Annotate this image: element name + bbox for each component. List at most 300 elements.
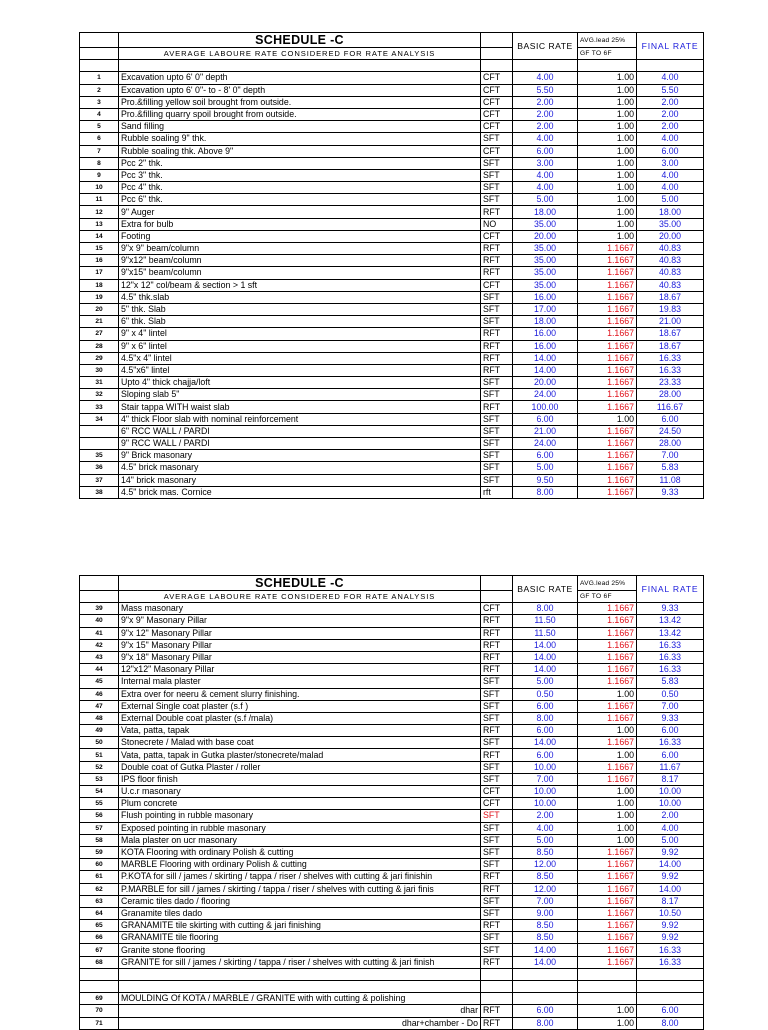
unit: CFT	[481, 145, 513, 157]
table-row	[80, 96, 704, 108]
table-row	[80, 377, 704, 389]
table-row	[80, 1017, 704, 1029]
item-number: 4	[80, 108, 119, 120]
unit: SFT	[481, 712, 513, 724]
unit: SFT	[481, 182, 513, 194]
item-description: 9"x 12" Masonary Pillar	[119, 627, 481, 639]
item-number: 34	[80, 413, 119, 425]
unit: SFT	[481, 834, 513, 846]
final-rate: 4.00	[637, 169, 704, 181]
item-description: 4.5" brick masonary	[119, 462, 481, 474]
item-description: 9"x 9" Masonary Pillar	[119, 615, 481, 627]
basic-rate: 5.50	[513, 84, 578, 96]
lead-factor: 1.1667	[578, 303, 637, 315]
item-description: 4.5"x6" lintel	[119, 364, 481, 376]
table-row	[80, 340, 704, 352]
table-row	[80, 798, 704, 810]
final-rate: 16.33	[637, 664, 704, 676]
basic-rate: 5.00	[513, 676, 578, 688]
unit: RFT	[481, 328, 513, 340]
lead-factor: 1.1667	[578, 377, 637, 389]
table-row	[80, 291, 704, 303]
item-description: 9" x 4" lintel	[119, 328, 481, 340]
item-description: P.MARBLE for sill / james / skirting / tappa / riser / shelves with cutting & jari finis	[119, 883, 481, 895]
basic-rate: 35.00	[513, 218, 578, 230]
basic-rate: 8.50	[513, 920, 578, 932]
table-row	[80, 230, 704, 242]
unit: SFT	[481, 846, 513, 858]
item-number: 53	[80, 773, 119, 785]
table-row	[80, 182, 704, 194]
final-rate: 16.33	[637, 352, 704, 364]
item-description: Footing	[119, 230, 481, 242]
item-description: 9" Brick masonary	[119, 450, 481, 462]
item-number: 58	[80, 834, 119, 846]
unit: CFT	[481, 108, 513, 120]
unit: RFT	[481, 725, 513, 737]
basic-rate: 12.00	[513, 883, 578, 895]
lead-factor: 1.00	[578, 786, 637, 798]
final-rate: 11.08	[637, 474, 704, 486]
basic-rate: 18.00	[513, 316, 578, 328]
unit: RFT	[481, 352, 513, 364]
table-row	[80, 615, 704, 627]
title-row	[80, 576, 704, 591]
table-row	[80, 389, 704, 401]
basic-rate: 6.00	[513, 413, 578, 425]
basic-rate: 6.00	[513, 700, 578, 712]
table-row	[80, 145, 704, 157]
table-row	[80, 108, 704, 120]
item-description: 6" thk. Slab	[119, 316, 481, 328]
final-rate: 6.00	[637, 725, 704, 737]
item-description: Granite stone flooring	[119, 944, 481, 956]
lead-factor: 1.00	[578, 810, 637, 822]
basic-rate: 8.00	[513, 486, 578, 498]
lead-factor: 1.00	[578, 798, 637, 810]
item-description: Double coat of Gutka Plaster / roller	[119, 761, 481, 773]
unit: CFT	[481, 798, 513, 810]
table-row	[80, 859, 704, 871]
table-row	[80, 603, 704, 615]
table-row	[80, 316, 704, 328]
table-row	[80, 651, 704, 663]
unit: SFT	[481, 474, 513, 486]
basic-rate: 20.00	[513, 230, 578, 242]
lead-factor: 1.1667	[578, 737, 637, 749]
item-description: Pcc 2" thk.	[119, 157, 481, 169]
item-description: Mala plaster on ucr masonary	[119, 834, 481, 846]
table-row	[80, 279, 704, 291]
final-rate: 6.00	[637, 413, 704, 425]
lead-factor: 1.1667	[578, 932, 637, 944]
item-description: dhar	[119, 1005, 481, 1017]
lead-factor: 1.1667	[578, 615, 637, 627]
unit: SFT	[481, 761, 513, 773]
final-rate: 40.83	[637, 267, 704, 279]
unit: SFT	[481, 688, 513, 700]
table-row	[80, 834, 704, 846]
item-description: Rubble soaling thk. Above 9"	[119, 145, 481, 157]
item-description: Stonecrete / Malad with base coat	[119, 737, 481, 749]
basic-rate: 14.00	[513, 364, 578, 376]
basic-rate: 14.00	[513, 664, 578, 676]
item-number: 38	[80, 486, 119, 498]
basic-rate: 12.00	[513, 859, 578, 871]
final-rate: 10.00	[637, 786, 704, 798]
unit: CFT	[481, 786, 513, 798]
item-number: 49	[80, 725, 119, 737]
basic-rate: 6.00	[513, 145, 578, 157]
item-number: 32	[80, 389, 119, 401]
lead-factor: 1.00	[578, 1017, 637, 1029]
table-row	[80, 364, 704, 376]
basic-rate: 8.00	[513, 1017, 578, 1029]
table-row	[80, 413, 704, 425]
basic-rate: 17.00	[513, 303, 578, 315]
unit: RFT	[481, 255, 513, 267]
table-row	[80, 328, 704, 340]
rate-table-2	[79, 575, 704, 1030]
basic-rate: 7.00	[513, 773, 578, 785]
basic-rate-header: BASIC RATE	[513, 576, 578, 603]
lead-factor: 1.00	[578, 133, 637, 145]
lead-factor: 1.00	[578, 822, 637, 834]
basic-rate: 16.00	[513, 291, 578, 303]
unit: SFT	[481, 133, 513, 145]
table-row	[80, 255, 704, 267]
unit: RFT	[481, 639, 513, 651]
item-number: 46	[80, 688, 119, 700]
final-rate: 40.83	[637, 243, 704, 255]
subtitle-row	[80, 591, 704, 603]
unit: SFT	[481, 737, 513, 749]
unit: RFT	[481, 401, 513, 413]
item-number: 71	[80, 1017, 119, 1029]
final-rate: 5.83	[637, 462, 704, 474]
final-rate: 35.00	[637, 218, 704, 230]
item-number: 29	[80, 352, 119, 364]
item-description: 4" thick Floor slab with nominal reinforcement	[119, 413, 481, 425]
basic-rate: 14.00	[513, 352, 578, 364]
final-rate: 6.00	[637, 145, 704, 157]
unit: SFT	[481, 425, 513, 437]
item-description: 12"x12" Masonary Pillar	[119, 664, 481, 676]
final-rate: 16.33	[637, 639, 704, 651]
unit: RFT	[481, 206, 513, 218]
unit: RFT	[481, 883, 513, 895]
final-rate: 18.67	[637, 291, 704, 303]
final-rate: 2.00	[637, 121, 704, 133]
unit: RFT	[481, 267, 513, 279]
final-rate: 18.00	[637, 206, 704, 218]
basic-rate: 24.00	[513, 438, 578, 450]
final-rate: 14.00	[637, 883, 704, 895]
lead-factor: 1.1667	[578, 316, 637, 328]
lead-factor: 1.1667	[578, 895, 637, 907]
item-number: 50	[80, 737, 119, 749]
unit: SFT	[481, 700, 513, 712]
final-rate: 5.50	[637, 84, 704, 96]
basic-rate: 35.00	[513, 279, 578, 291]
lead-factor: 1.00	[578, 749, 637, 761]
item-number: 16	[80, 255, 119, 267]
item-number: 2	[80, 84, 119, 96]
unit: RFT	[481, 664, 513, 676]
final-rate: 9.92	[637, 871, 704, 883]
item-description: 5" thk. Slab	[119, 303, 481, 315]
table-row	[80, 72, 704, 84]
unit: SFT	[481, 291, 513, 303]
item-number: 21	[80, 316, 119, 328]
lead-factor: 1.00	[578, 1005, 637, 1017]
unit: RFT	[481, 920, 513, 932]
unit: RFT	[481, 340, 513, 352]
final-rate: 4.00	[637, 182, 704, 194]
table-row	[80, 749, 704, 761]
floor-range-header: GF TO 6F	[578, 48, 637, 60]
item-number: 41	[80, 627, 119, 639]
basic-rate: 35.00	[513, 243, 578, 255]
item-number: 56	[80, 810, 119, 822]
final-rate: 2.00	[637, 810, 704, 822]
item-description: Sand filling	[119, 121, 481, 133]
item-description: Sloping slab 5"	[119, 389, 481, 401]
item-description: 9"x 9" beam/column	[119, 243, 481, 255]
unit: SFT	[481, 389, 513, 401]
basic-rate: 11.50	[513, 627, 578, 639]
item-number: 57	[80, 822, 119, 834]
unit: SFT	[481, 194, 513, 206]
final-rate: 21.00	[637, 316, 704, 328]
schedule-title: SCHEDULE -C	[119, 33, 481, 48]
item-number: 3	[80, 96, 119, 108]
basic-rate: 18.00	[513, 206, 578, 218]
item-number: 40	[80, 615, 119, 627]
unit: NO	[481, 218, 513, 230]
unit: CFT	[481, 230, 513, 242]
final-rate: 3.00	[637, 157, 704, 169]
lead-factor: 1.00	[578, 194, 637, 206]
final-rate: 4.00	[637, 133, 704, 145]
unit: CFT	[481, 72, 513, 84]
item-number: 20	[80, 303, 119, 315]
final-rate: 8.17	[637, 773, 704, 785]
item-number: 18	[80, 279, 119, 291]
table-row	[80, 712, 704, 724]
lead-factor: 1.1667	[578, 907, 637, 919]
lead-factor: 1.1667	[578, 664, 637, 676]
item-description: Vata, patta, tapak in Gutka plaster/stonecrete/malad	[119, 749, 481, 761]
item-number: 62	[80, 883, 119, 895]
schedule-sheet-1	[79, 32, 703, 499]
item-description: 9" x 6" lintel	[119, 340, 481, 352]
item-number: 48	[80, 712, 119, 724]
lead-factor: 1.1667	[578, 871, 637, 883]
final-rate: 10.00	[637, 798, 704, 810]
item-description: Upto 4" thick chajja/loft	[119, 377, 481, 389]
unit: SFT	[481, 907, 513, 919]
lead-factor: 1.1667	[578, 773, 637, 785]
table-row	[80, 1005, 704, 1017]
item-description: 6" RCC WALL / PARDI	[119, 425, 481, 437]
item-number: 7	[80, 145, 119, 157]
table-row	[80, 822, 704, 834]
title-row	[80, 33, 704, 48]
basic-rate: 14.00	[513, 737, 578, 749]
basic-rate: 4.00	[513, 182, 578, 194]
basic-rate: 4.00	[513, 169, 578, 181]
item-number: 15	[80, 243, 119, 255]
item-number: 43	[80, 651, 119, 663]
unit: SFT	[481, 169, 513, 181]
lead-factor: 1.1667	[578, 328, 637, 340]
unit: SFT	[481, 676, 513, 688]
lead-factor: 1.00	[578, 218, 637, 230]
table-row	[80, 907, 704, 919]
final-rate: 5.83	[637, 676, 704, 688]
item-description: Extra for bulb	[119, 218, 481, 230]
final-rate: 9.92	[637, 920, 704, 932]
lead-factor: 1.1667	[578, 462, 637, 474]
final-rate: 8.17	[637, 895, 704, 907]
final-rate: 13.42	[637, 615, 704, 627]
basic-rate: 35.00	[513, 255, 578, 267]
item-number: 17	[80, 267, 119, 279]
unit: SFT	[481, 773, 513, 785]
table-row	[80, 639, 704, 651]
item-description: 9"x 15" Masonary Pillar	[119, 639, 481, 651]
unit: RFT	[481, 364, 513, 376]
unit: SFT	[481, 944, 513, 956]
table-row	[80, 883, 704, 895]
spacer-row	[80, 968, 704, 980]
unit: CFT	[481, 603, 513, 615]
table-row	[80, 84, 704, 96]
item-number: 51	[80, 749, 119, 761]
unit: rft	[481, 486, 513, 498]
basic-rate: 9.00	[513, 907, 578, 919]
final-rate: 19.83	[637, 303, 704, 315]
final-rate: 28.00	[637, 438, 704, 450]
unit: SFT	[481, 303, 513, 315]
item-number: 61	[80, 871, 119, 883]
final-rate: 9.33	[637, 712, 704, 724]
item-number: 66	[80, 932, 119, 944]
unit: SFT	[481, 895, 513, 907]
basic-rate: 8.50	[513, 871, 578, 883]
lead-factor: 1.00	[578, 230, 637, 242]
final-rate-header: FINAL RATE	[637, 33, 704, 60]
item-description: Mass masonary	[119, 603, 481, 615]
lead-factor: 1.1667	[578, 425, 637, 437]
item-description: IPS floor finish	[119, 773, 481, 785]
item-description: 9"x 18" Masonary Pillar	[119, 651, 481, 663]
unit: RFT	[481, 749, 513, 761]
item-description: 9" RCC WALL / PARDI	[119, 438, 481, 450]
basic-rate: 0.50	[513, 688, 578, 700]
basic-rate: 5.00	[513, 834, 578, 846]
basic-rate: 6.00	[513, 1005, 578, 1017]
final-rate: 2.00	[637, 96, 704, 108]
lead-factor: 1.00	[578, 182, 637, 194]
basic-rate: 14.00	[513, 944, 578, 956]
table-row	[80, 725, 704, 737]
item-description: 4.5" brick mas. Cornice	[119, 486, 481, 498]
item-description: MARBLE Flooring with ordinary Polish & cutting	[119, 859, 481, 871]
item-description: Plum concrete	[119, 798, 481, 810]
avg-lead-header: AVG.lead 25%	[578, 33, 637, 48]
schedule-subtitle: AVERAGE LABOURE RATE CONSIDERED FOR RATE ANALYSIS	[119, 591, 481, 603]
rate-table-1	[79, 32, 704, 499]
item-number: 11	[80, 194, 119, 206]
item-number: 63	[80, 895, 119, 907]
table-row	[80, 920, 704, 932]
table-row	[80, 218, 704, 230]
item-description: Excavation upto 6' 0"- to - 8' 0" depth	[119, 84, 481, 96]
table-row	[80, 352, 704, 364]
table-row	[80, 761, 704, 773]
unit: SFT	[481, 157, 513, 169]
basic-rate: 24.00	[513, 389, 578, 401]
lead-factor: 1.00	[578, 72, 637, 84]
item-description: External Single coat plaster (s.f )	[119, 700, 481, 712]
floor-range-header: GF TO 6F	[578, 591, 637, 603]
item-description: Pro.&filling quarry spoil brought from outside.	[119, 108, 481, 120]
item-number: 36	[80, 462, 119, 474]
unit: RFT	[481, 243, 513, 255]
item-description: 9" Auger	[119, 206, 481, 218]
item-number: 13	[80, 218, 119, 230]
table-row	[80, 871, 704, 883]
schedule-title: SCHEDULE -C	[119, 576, 481, 591]
final-rate: 4.00	[637, 822, 704, 834]
final-rate: 6.00	[637, 749, 704, 761]
unit: SFT	[481, 450, 513, 462]
table-row	[80, 121, 704, 133]
item-number: 67	[80, 944, 119, 956]
basic-rate: 11.50	[513, 615, 578, 627]
item-description: Exposed pointing in rubble masonary	[119, 822, 481, 834]
unit: RFT	[481, 615, 513, 627]
item-number: 47	[80, 700, 119, 712]
lead-factor: 1.1667	[578, 944, 637, 956]
table-row	[80, 133, 704, 145]
item-description: MOULDING Of KOTA / MARBLE / GRANITE with with cutting & polishing	[119, 993, 481, 1005]
final-rate: 9.33	[637, 486, 704, 498]
unit: RFT	[481, 956, 513, 968]
table-row	[80, 438, 704, 450]
final-rate: 23.33	[637, 377, 704, 389]
lead-factor: 1.1667	[578, 389, 637, 401]
basic-rate: 10.00	[513, 798, 578, 810]
final-rate: 2.00	[637, 108, 704, 120]
final-rate: 116.67	[637, 401, 704, 413]
table-row	[80, 157, 704, 169]
basic-rate: 10.00	[513, 786, 578, 798]
final-rate: 40.83	[637, 279, 704, 291]
lead-factor: 1.1667	[578, 651, 637, 663]
item-description: Pcc 6" thk.	[119, 194, 481, 206]
lead-factor: 1.00	[578, 413, 637, 425]
table-row	[80, 737, 704, 749]
lead-factor: 1.00	[578, 84, 637, 96]
lead-factor: 1.00	[578, 206, 637, 218]
table-row	[80, 956, 704, 968]
basic-rate: 8.00	[513, 712, 578, 724]
basic-rate: 2.00	[513, 108, 578, 120]
basic-rate: 5.00	[513, 462, 578, 474]
